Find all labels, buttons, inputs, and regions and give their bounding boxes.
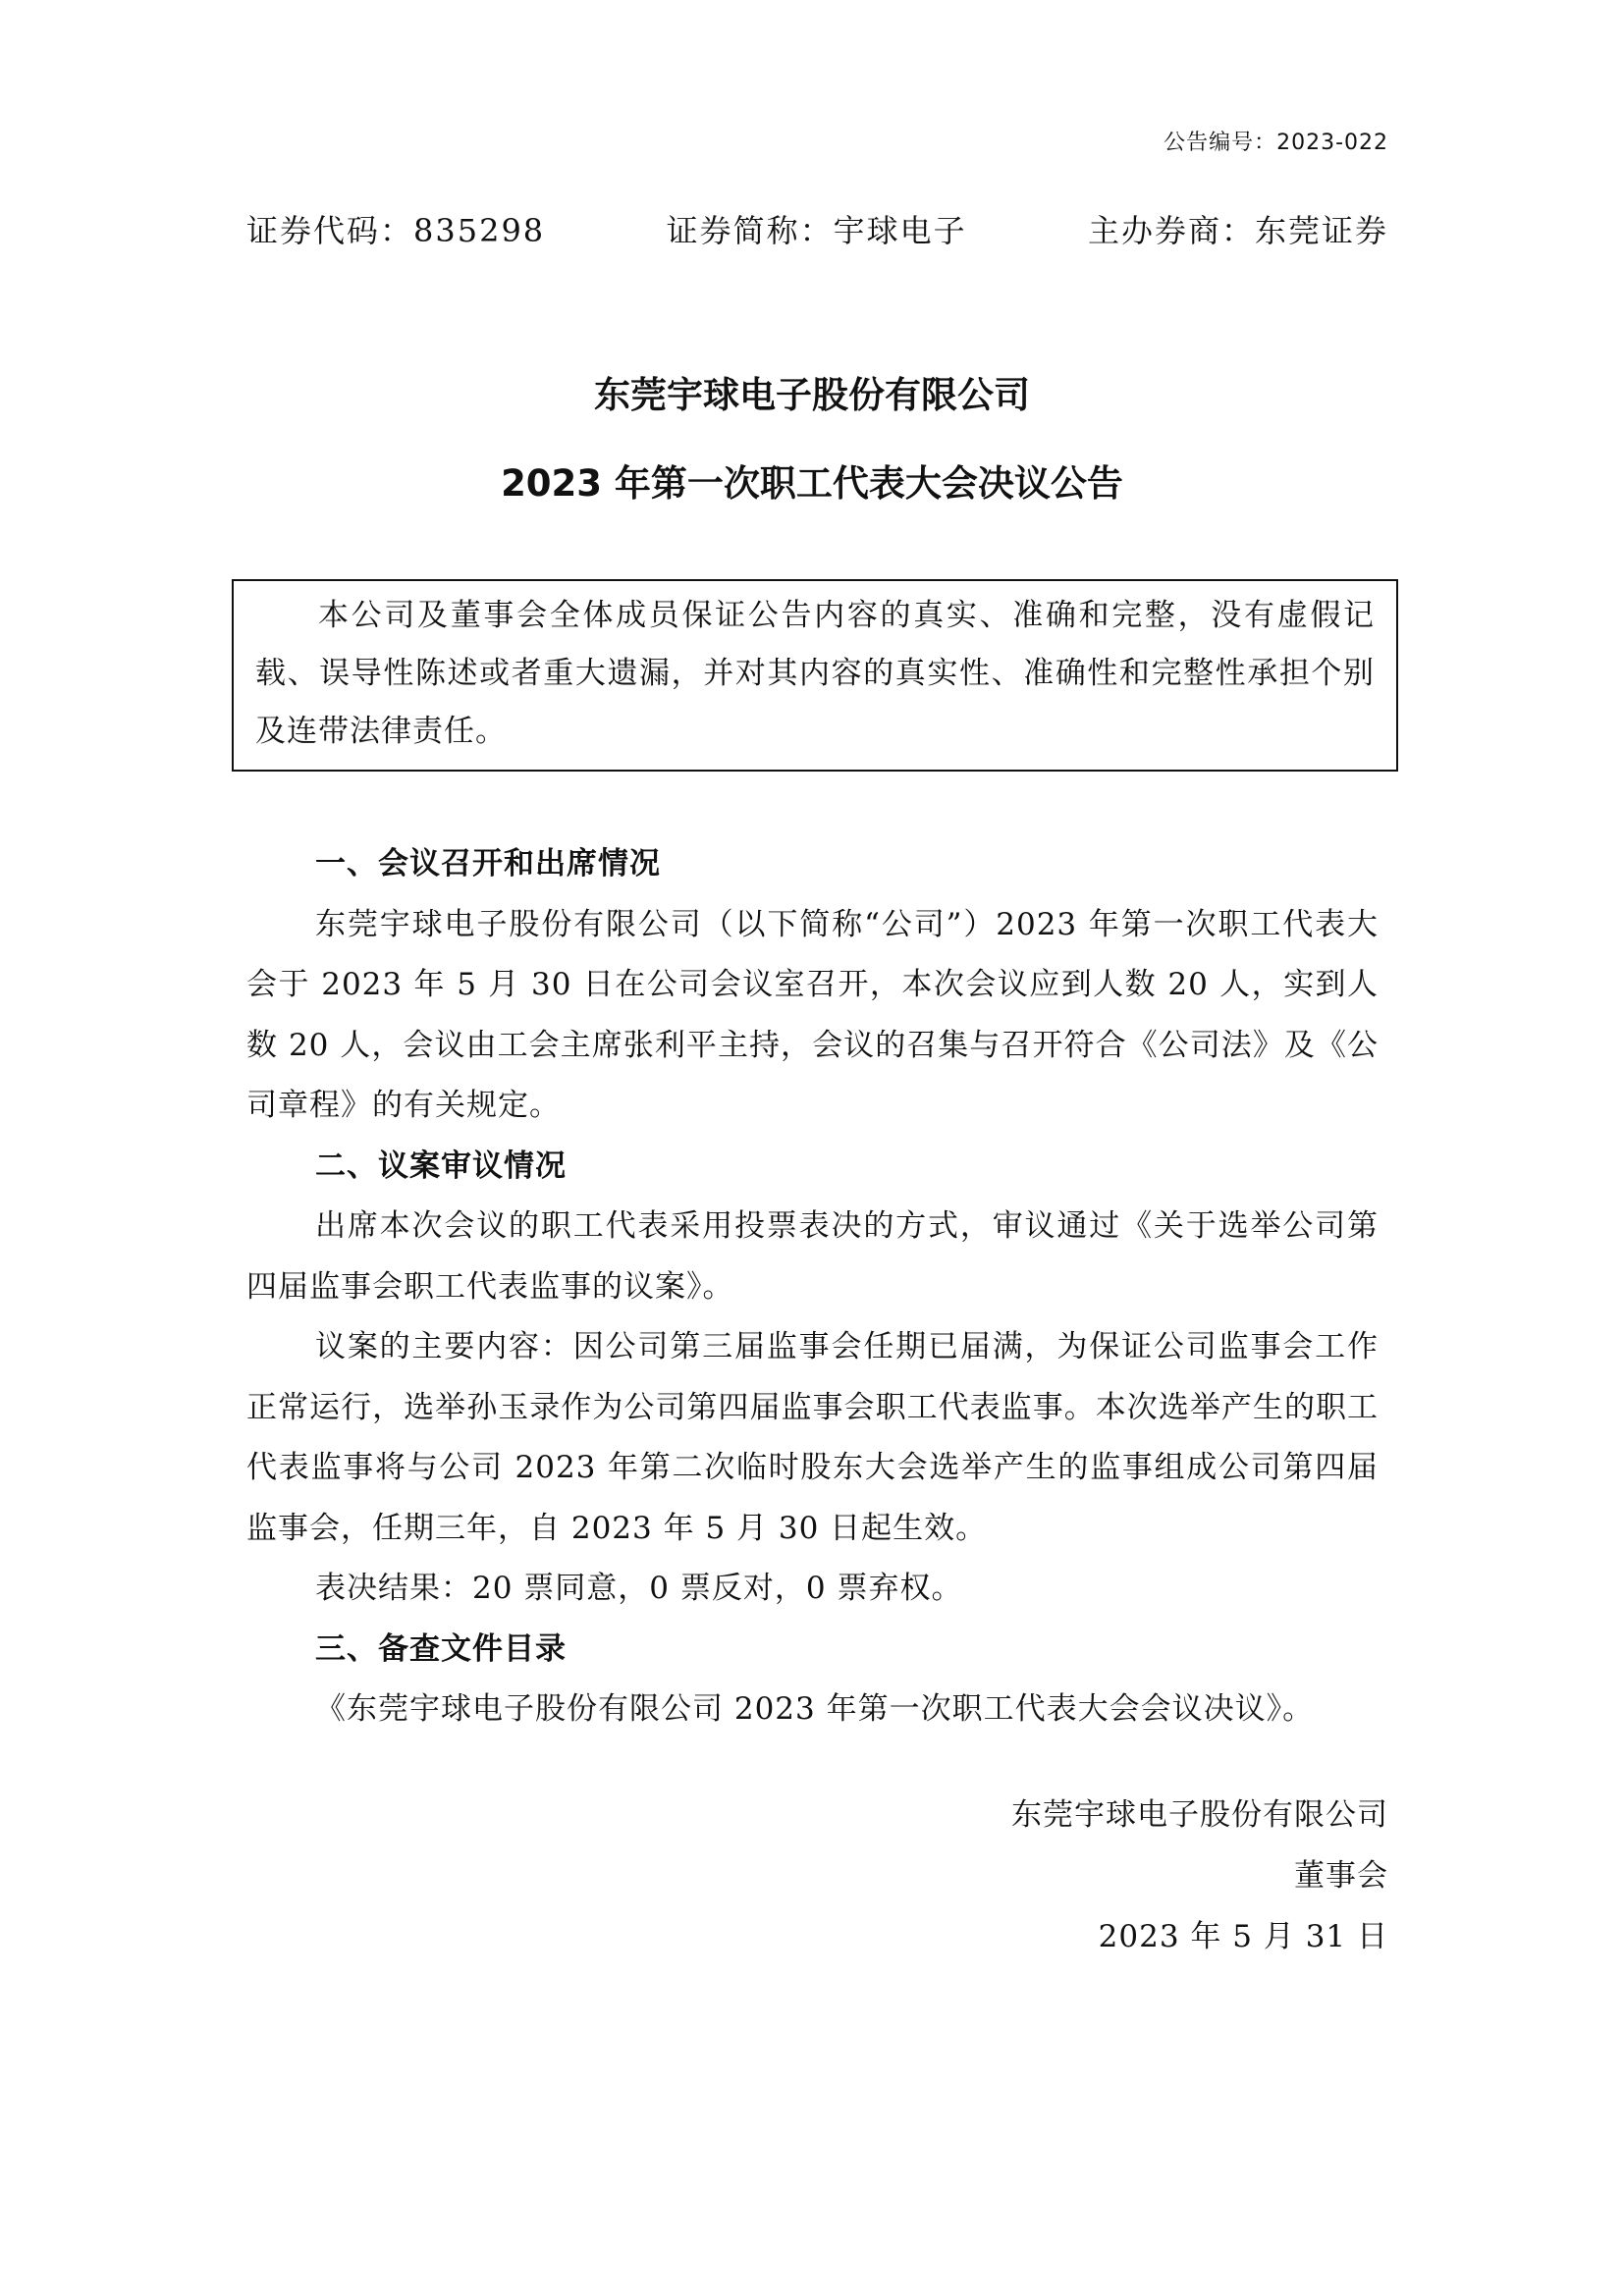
signature-company: 东莞宇球电子股份有限公司 (1011, 1797, 1388, 1833)
securities-info-row (246, 206, 1388, 251)
paragraph-reference-document: 《东莞宇球电子股份有限公司 2023 年第一次职工代表大会会议决议》。 (315, 1691, 1315, 1727)
signature-block (1011, 1785, 1388, 1967)
section-heading-meeting: 一、会议召开和出席情况 (315, 846, 661, 881)
securities-abbreviation: 证券简称：宇球电子 (666, 212, 967, 249)
document-title-subject: 2023 年第一次职工代表大会决议公告 (501, 462, 1123, 505)
disclaimer-notice-box: 本公司及董事会全体成员保证公告内容的真实、准确和完整，没有虚假记载、误导性陈述或者重大遗漏，并对其内容的真实性、准确性和完整性承担个别及连带法律责任。 (232, 579, 1398, 772)
section-heading-proposal: 二、议案审议情况 (315, 1148, 567, 1184)
securities-code: 证券代码：835298 (246, 212, 546, 249)
paragraph-proposal-content: 议案的主要内容：因公司第三届监事会任期已届满，为保证公司监事会工作正常运行，选举孙玉录作为公司第四届监事会职工代表监事。本次选举产生的职工代表监事将与公司 2023 年第二次临时股东大会选举产生的监事组成公司第四届监事会，任期三年，自 2023 年 5 月 30 日起生效。 (246, 1329, 1379, 1546)
paragraph-vote-result: 表决结果：20 票同意，0 票反对，0 票弃权。 (315, 1571, 963, 1606)
signature-board: 董事会 (1294, 1858, 1388, 1894)
announcement-number: 公告编号：2023-022 (1164, 131, 1388, 155)
section-heading-documents: 三、备查文件目录 (315, 1630, 567, 1667)
document-title-company: 东莞宇球电子股份有限公司 (594, 374, 1030, 416)
paragraph-meeting-details: 东莞宇球电子股份有限公司（以下简称“公司”）2023 年第一次职工代表大会于 2023 年 5 月 30 日在公司会议室召开，本次会议应到人数 20 人，实到人数 20 人，会议由工会主席张利平主持，会议的召集与召开符合《公司法》及《公司章程》的有关规定。 (246, 906, 1379, 1123)
signature-date: 2023 年 5 月 31 日 (1098, 1919, 1388, 1954)
document-body (246, 834, 1379, 1740)
sponsor-broker: 主办券商：东莞证券 (1087, 212, 1388, 249)
paragraph-proposal-vote: 出席本次会议的职工代表采用投票表决的方式，审议通过《关于选举公司第四届监事会职工代表监事的议案》。 (246, 1208, 1379, 1305)
